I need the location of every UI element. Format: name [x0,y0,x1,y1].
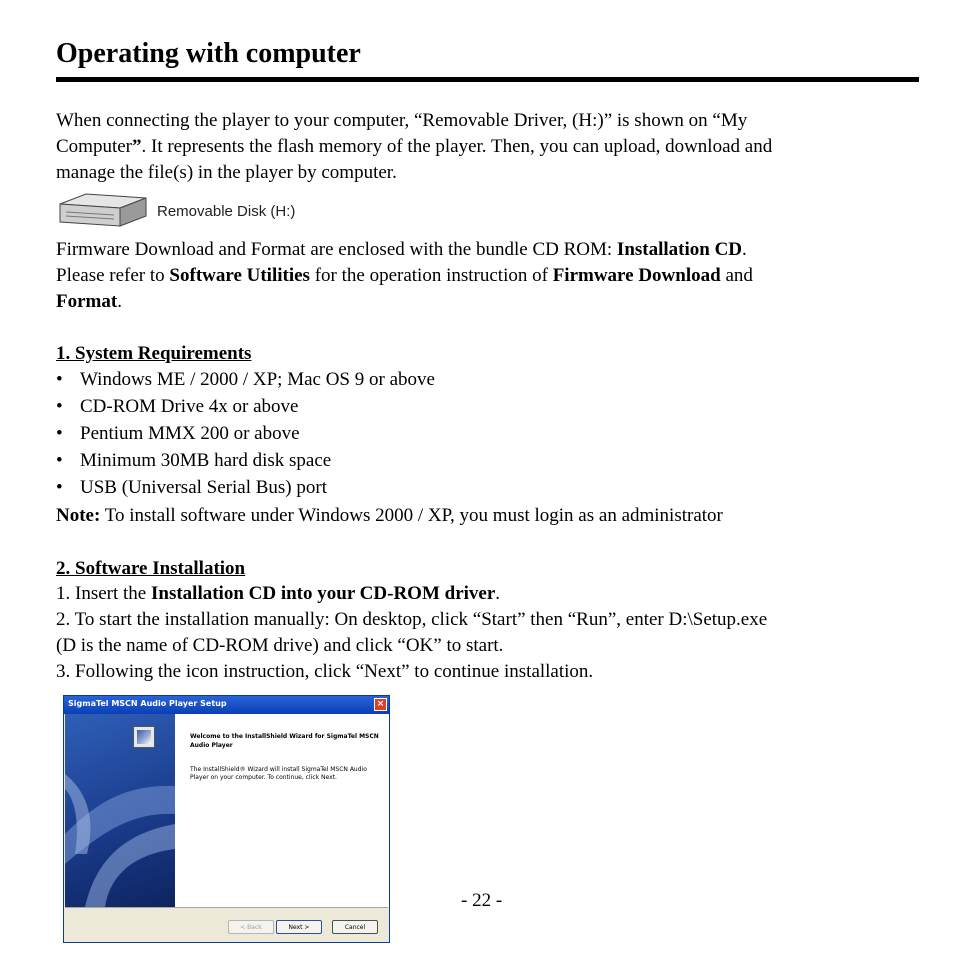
installation-step-3: 3. Following the icon instruction, click “Next” to continue installation. [56,661,594,682]
page-title: Operating with computer [56,38,361,69]
list-item: • CD-ROM Drive 4x or above [56,396,299,417]
installation-step-1: 1. Insert the Installation CD into your CD-ROM driver. [56,583,501,604]
removable-disk-label: Removable Disk (H:) [157,203,296,220]
requirements-note: Note: To install software under Windows 2000 / XP, you must login as an administrator [56,505,723,526]
list-item: • USB (Universal Serial Bus) port [56,477,327,498]
intro-line-2: Computer”. It represents the flash memory of the player. Then, you can upload, download and [56,136,773,157]
dialog-side-banner [65,714,175,907]
intro-paragraph [56,108,916,186]
title-divider [56,77,919,82]
next-button[interactable]: Next > [276,920,322,934]
firmware-line-2: Please refer to Software Utilities for the operation instruction of Firmware Download and [56,265,753,286]
close-icon[interactable]: × [374,698,387,711]
intro-line-1: When connecting the player to your computer, “Removable Driver, (H:)” is shown on “My [56,110,748,131]
firmware-paragraph [56,237,916,315]
dialog-heading: Welcome to the InstallShield Wizard for SigmaTel MSCN Audio Player [190,733,379,749]
requirements-heading: 1. System Requirements [56,343,252,364]
dialog-content [175,714,389,907]
back-button[interactable]: < Back [228,920,274,934]
firmware-line-3: Format. [56,291,122,312]
intro-line-3: manage the file(s) in the player by computer. [56,162,397,183]
installation-heading: 2. Software Installation [56,558,246,579]
list-item: • Windows ME / 2000 / XP; Mac OS 9 or above [56,369,435,390]
page-number: - 22 - [461,890,503,911]
list-item: • Minimum 30MB hard disk space [56,450,332,471]
cancel-button[interactable]: Cancel [332,920,378,934]
swirl-graphic [65,714,175,907]
dialog-separator [65,907,388,908]
dialog-body: The InstallShield® Wizard will install SigmaTel MSCN Audio Player on your computer. To continue, click Next. [190,766,367,781]
setup-dialog [63,695,390,943]
removable-disk-icon [56,192,148,232]
requirements-list [56,366,435,501]
installation-steps [56,581,916,685]
list-item: • Pentium MMX 200 or above [56,423,300,444]
installer-icon [133,726,155,748]
dialog-title: SigmaTel MSCN Audio Player Setup [68,699,227,708]
installation-step-2-line-2: (D is the name of CD-ROM drive) and click “OK” to start. [56,635,504,656]
firmware-line-1: Firmware Download and Format are enclosed with the bundle CD ROM: Installation CD. [56,239,747,260]
dialog-titlebar [64,696,389,714]
installation-step-2-line-1: 2. To start the installation manually: On desktop, click “Start” then “Run”, enter D:\Setup.exe [56,609,768,630]
